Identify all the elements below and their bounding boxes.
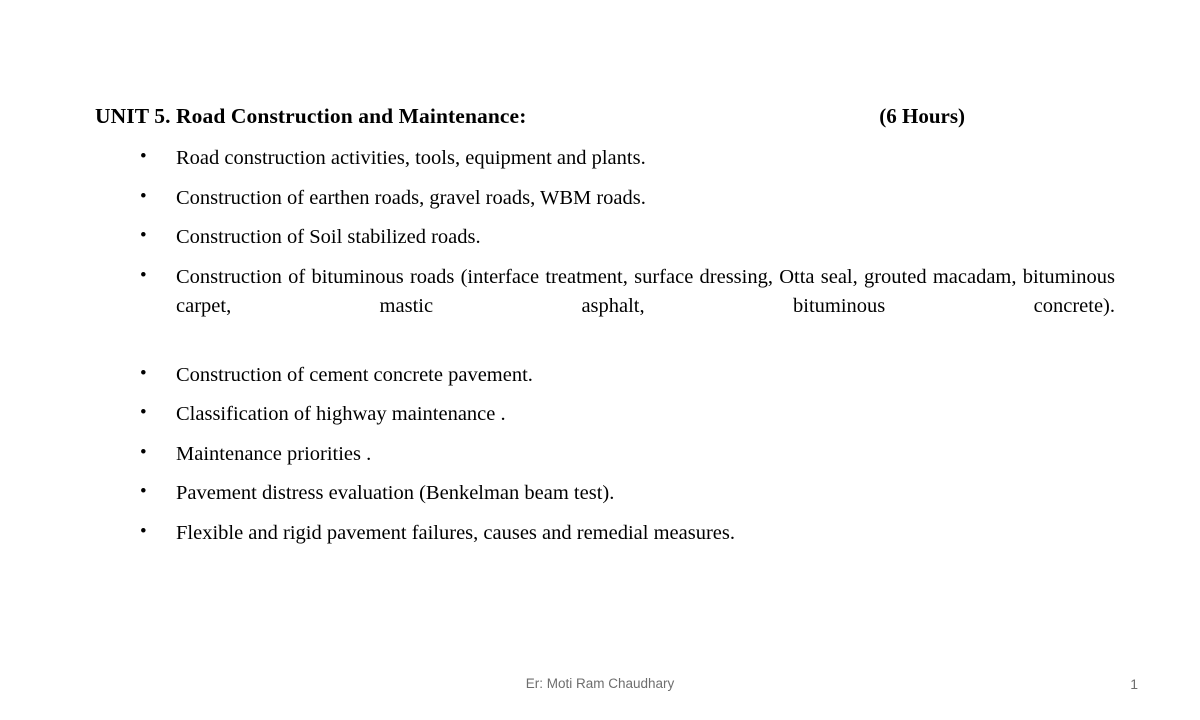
list-item [140, 400, 1115, 429]
list-item-text: Maintenance priorities . [176, 442, 372, 465]
footer-page-number: 1 [1130, 676, 1138, 692]
list-item [140, 519, 1115, 548]
list-item [140, 440, 1115, 469]
footer-author: Er: Moti Ram Chaudhary [525, 676, 675, 691]
bullet-dot-icon: • [140, 441, 147, 463]
list-item [140, 263, 1115, 350]
list-item [140, 144, 1115, 173]
list-item-text: Construction of earthen roads, gravel roads, WBM roads. [176, 186, 646, 209]
list-item-text: Construction of bituminous roads (interface treatment, surface dressing, Otta seal, grouted macadam, bituminous carpet, mastic asphalt, bituminous concrete). [176, 265, 1115, 317]
list-item-text: Classification of highway maintenance . [176, 403, 506, 426]
bullet-dot-icon: • [140, 521, 147, 543]
title-hours-badge: (6 Hours) [879, 104, 965, 128]
slide-title-row [95, 104, 1105, 129]
bullet-dot-icon: • [140, 146, 147, 167]
list-item-text: Pavement distress evaluation (Benkelman beam test). [176, 482, 615, 505]
list-item-text: Construction of cement concrete pavement. [176, 363, 533, 386]
list-item [140, 361, 1115, 390]
list-item-text: Flexible and rigid pavement failures, causes and remedial measures. [176, 522, 735, 545]
bullet-dot-icon: • [140, 362, 147, 384]
list-item [140, 223, 1115, 252]
bullet-dot-icon: • [140, 185, 147, 207]
bullet-dot-icon: • [140, 402, 147, 424]
bullet-dot-icon: • [140, 225, 147, 247]
list-item-text: Construction of Soil stabilized roads. [176, 226, 481, 249]
bullet-dot-icon: • [140, 481, 147, 503]
list-item-text: Road construction activities, tools, equipment and plants. [176, 147, 646, 169]
list-item [140, 184, 1115, 213]
bullet-dot-icon: • [140, 264, 147, 286]
bullet-list [140, 144, 1115, 559]
list-item [140, 479, 1115, 508]
page-title: UNIT 5. Road Construction and Maintenance: [95, 104, 527, 128]
